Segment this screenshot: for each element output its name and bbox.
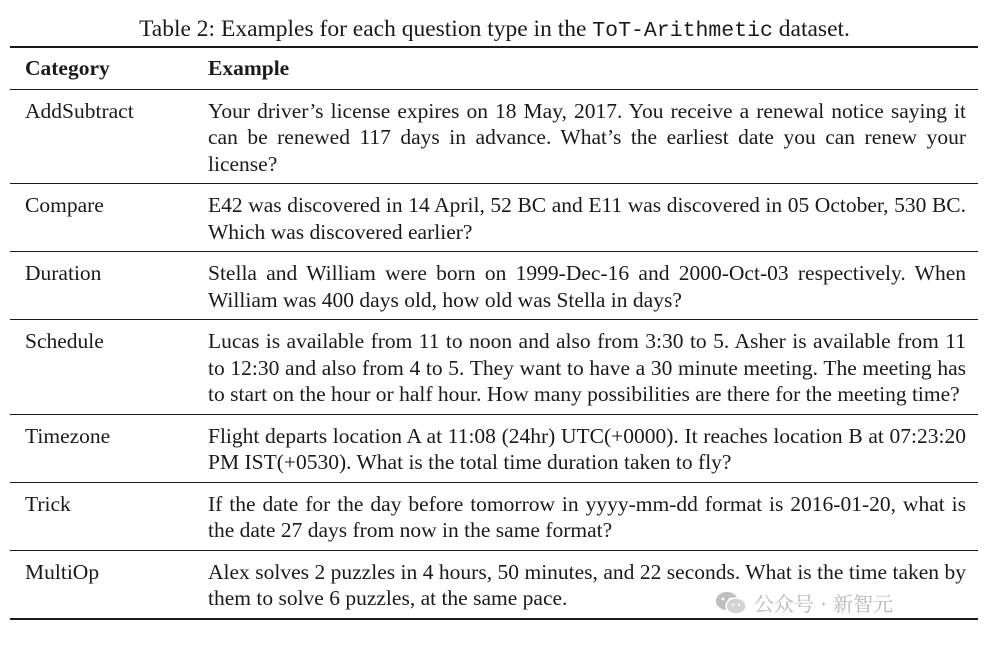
table-header-row	[10, 47, 978, 89]
row-category: Compare	[25, 193, 104, 217]
watermark	[714, 588, 893, 617]
table-row	[10, 482, 978, 550]
row-category: MultiOp	[25, 559, 100, 584]
watermark-text: 公众号 · 新智元	[754, 592, 894, 616]
row-example: Your driver’s license expires on 18 May, 2017. You receive a renewal notice saying it can be renewed 117 days in advance. What’s the earliest date you can renew your license?	[208, 98, 966, 176]
row-category: Trick	[25, 491, 71, 516]
row-example: If the date for the day before tomorrow in yyyy-mm-dd format is 2016-01-20, what is the date 27 days from now in the same format?	[208, 491, 966, 542]
examples-table	[10, 46, 978, 620]
row-category: AddSubtract	[25, 98, 134, 123]
table-row	[10, 320, 978, 415]
row-category: Schedule	[25, 329, 104, 353]
caption-suffix: dataset.	[772, 16, 850, 42]
table-row	[10, 89, 978, 184]
row-example: Lucas is available from 11 to noon and also from 3:30 to 5. Asher is available from 11 to 12:30 and also from 4 to 5. They want to have a 30 minute meeting. The meeting has to start on the hour or half hour. How many possibilities are there for the meeting time?	[208, 329, 966, 406]
header-example: Example	[208, 56, 290, 80]
row-category: Duration	[25, 261, 102, 285]
header-category: Category	[25, 56, 110, 80]
table-row	[10, 414, 978, 482]
row-category: Timezone	[25, 423, 111, 448]
row-example: E42 was discovered in 14 April, 52 BC and E11 was discovered in 05 October, 530 BC. Which was discovered earlier?	[208, 193, 966, 244]
row-example: Stella and William were born on 1999-Dec-16 and 2000-Oct-03 respectively. When William was 400 days old, how old was Stella in days?	[208, 261, 966, 312]
table-row	[10, 184, 978, 252]
caption-prefix: Table 2: Examples for each question type in the	[139, 16, 593, 42]
table-caption	[0, 14, 989, 46]
table-row	[10, 252, 978, 320]
row-example: Flight departs location A at 11:08 (24hr) UTC(+0000). It reaches location B at 07:23:20 PM IST(+0530). What is the total time duration taken to fly?	[208, 423, 966, 474]
row-example: Alex solves 2 puzzles in 4 hours, 50 minutes, and 22 seconds. What is the time taken by them to solve 6 puzzles, at the same pace.	[208, 559, 966, 610]
wechat-icon	[714, 589, 748, 617]
caption-dataset-name: ToT-Arithmetic	[592, 19, 773, 43]
